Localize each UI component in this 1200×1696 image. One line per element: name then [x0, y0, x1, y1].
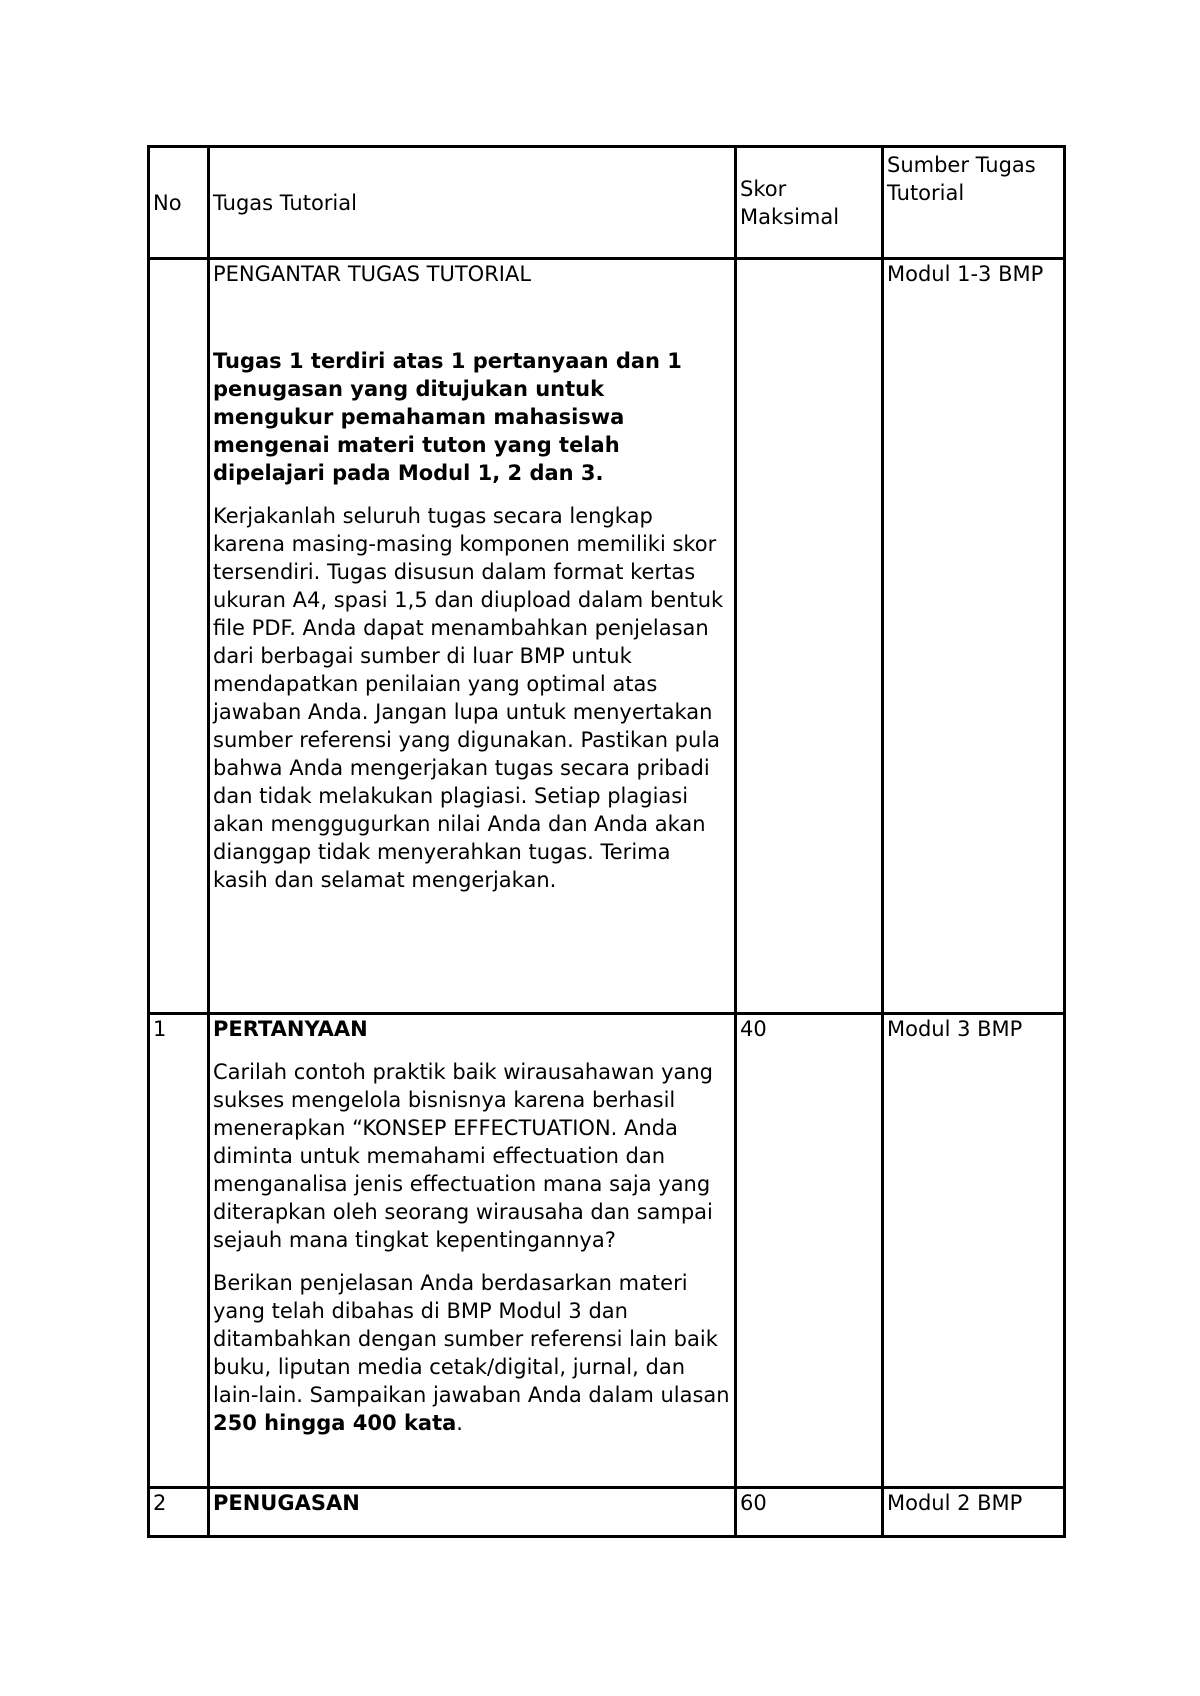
intro-bold-text: Tugas 1 terdiri atas 1 pertanyaan dan 1 penugasan yang ditujukan untuk mengukur pemahaman mahasiswa mengenai materi tuton yang telah dipelajari pada Modul 1, 2 dan 3.	[213, 349, 682, 485]
header-score: Skor Maksimal	[736, 147, 883, 259]
table-row	[149, 1014, 1065, 1488]
assignment-title: PENUGASAN	[213, 1491, 360, 1515]
intro-body: Kerjakanlah seluruh tugas secara lengkap karena masing-masing komponen memiliki skor tersendiri. Tugas disusun dalam format kertas ukuran A4, spasi 1,5 dan diupload dalam bentuk file PDF. Anda dapat menambahkan penjelasan dari berbagai sumber di luar BMP untuk mendapatkan penilaian yang optimal atas jawaban Anda. Jangan lupa untuk menyertakan sumber referensi yang digunakan. Pastikan pula bahwa Anda mengerjakan tugas secara pribadi dan tidak melakukan plagiasi. Setiap plagiasi akan menggugurkan nilai Anda dan Anda akan dianggap tidak menyerahkan tugas. Terima kasih dan selamat mengerjakan.	[213, 504, 724, 892]
intro-task-cell	[209, 259, 736, 1014]
assignment-source: Modul 2 BMP	[883, 1488, 1065, 1537]
header-no: No	[149, 147, 209, 259]
header-source: Sumber Tugas Tutorial	[883, 147, 1065, 259]
table-row	[149, 1488, 1065, 1537]
tutorial-task-table	[147, 145, 1066, 1538]
question-source: Modul 3 BMP	[883, 1014, 1065, 1488]
assignment-score: 60	[736, 1488, 883, 1537]
assignment-task-cell	[209, 1488, 736, 1537]
table-row	[149, 259, 1065, 1014]
question-instructions-end: .	[456, 1411, 463, 1435]
assignment-no: 2	[149, 1488, 209, 1537]
intro-source: Modul 1-3 BMP	[883, 259, 1065, 1014]
intro-score	[736, 259, 883, 1014]
question-instructions	[213, 1269, 731, 1437]
word-count-requirement: 250 hingga 400 kata	[213, 1411, 457, 1435]
table-header-row	[149, 147, 1065, 259]
question-no: 1	[149, 1014, 209, 1488]
question-task-cell	[209, 1014, 736, 1488]
intro-title: PENGANTAR TUGAS TUTORIAL	[213, 262, 532, 286]
question-instructions-text: Berikan penjelasan Anda berdasarkan materi yang telah dibahas di BMP Modul 3 dan ditambahkan dengan sumber referensi lain baik buku, liputan media cetak/digital, jurnal, dan lain-lain. Sampaikan jawaban Anda dalam ulasan	[213, 1271, 730, 1407]
question-title: PERTANYAAN	[213, 1017, 368, 1041]
question-body: Carilah contoh praktik baik wirausahawan yang sukses mengelola bisnisnya karena berhasil menerapkan “KONSEP EFFECTUATION. Anda diminta untuk memahami effectuation dan menganalisa jenis effectuation mana saja yang diterapkan oleh seorang wirausaha dan sampai sejauh mana tingkat kepentingannya?	[213, 1060, 714, 1252]
intro-no	[149, 259, 209, 1014]
question-score: 40	[736, 1014, 883, 1488]
header-task: Tugas Tutorial	[209, 147, 736, 259]
